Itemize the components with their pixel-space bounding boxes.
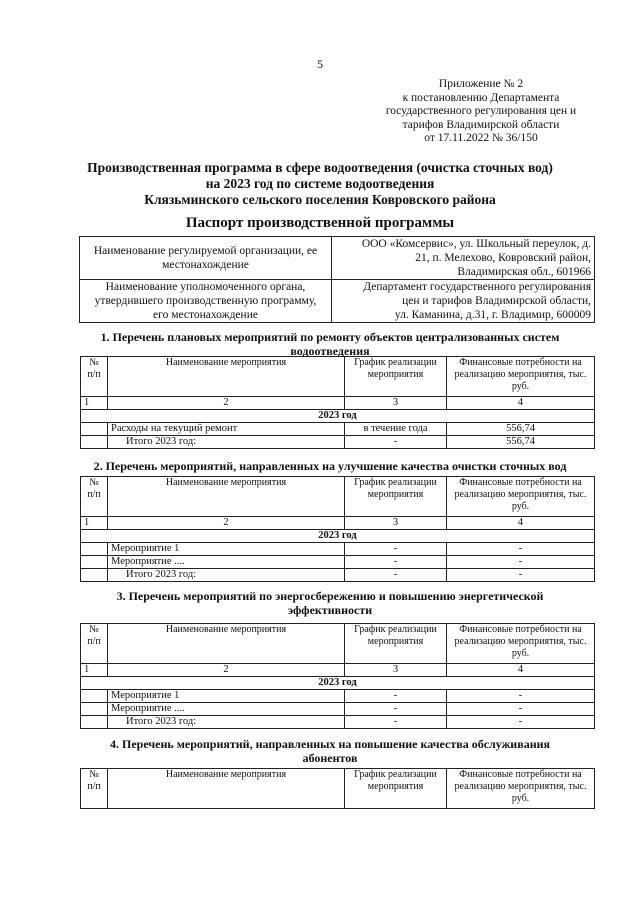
- cell: Итого 2023 год:: [108, 436, 345, 449]
- col-finance-header: Финансовые потребности на реализацию мероприятия, тыс. руб.: [447, 769, 595, 809]
- table-row: [81, 677, 595, 690]
- cell: 3: [345, 664, 447, 677]
- document-title: [70, 160, 570, 208]
- passport-label: [80, 280, 332, 323]
- title-line: Производственная программа в сфере водоотведения (очистка сточных вод): [87, 160, 553, 175]
- table-row: [81, 543, 595, 556]
- table-row: [81, 664, 595, 677]
- cell: Мероприятие 1: [108, 690, 345, 703]
- table-row: [81, 569, 595, 582]
- cell: Итого 2023 год:: [108, 569, 345, 582]
- cell: -: [447, 543, 595, 556]
- table-row: [80, 237, 595, 280]
- section-title-line: водоотведения: [290, 344, 370, 358]
- cell: [81, 543, 108, 556]
- cell: [81, 716, 108, 729]
- value-line: цен и тарифов Владимирской области,: [402, 295, 591, 307]
- cell: Мероприятие ....: [108, 556, 345, 569]
- cell: -: [345, 543, 447, 556]
- cell: 4: [447, 397, 595, 410]
- appendix-line: от 17.11.2022 № 36/150: [424, 132, 538, 144]
- section-title-line: абонентов: [302, 751, 358, 765]
- cell: 1: [81, 517, 108, 530]
- cell: Расходы на текущий ремонт: [108, 423, 345, 436]
- table-row: [81, 436, 595, 449]
- table-header-row: [81, 357, 595, 397]
- table-row: [81, 517, 595, 530]
- cell: -: [345, 556, 447, 569]
- col-schedule-header: График реализации мероприятия: [345, 624, 447, 664]
- table-header-row: [81, 769, 595, 809]
- col-finance-header: Финансовые потребности на реализацию мероприятия, тыс. руб.: [447, 357, 595, 397]
- appendix-line: тарифов Владимирской области: [402, 118, 560, 131]
- col-num-header: № п/п: [81, 477, 108, 517]
- section-4-title: [70, 737, 590, 765]
- cell: [81, 436, 108, 449]
- section-4-table: [80, 768, 595, 809]
- passport-value: [332, 237, 595, 280]
- table-row: [81, 530, 595, 543]
- cell: -: [447, 716, 595, 729]
- section-3-title: [70, 589, 590, 617]
- cell: 556,74: [447, 436, 595, 449]
- section-title-line: 2. Перечень мероприятий, направленных на улучшение качества очистки сточных вод: [93, 459, 567, 473]
- passport-value: [332, 280, 595, 323]
- appendix-line: Приложение № 2: [438, 78, 524, 90]
- value-line: Департамент государственного регулирования: [363, 281, 591, 293]
- col-num-header: № п/п: [81, 624, 108, 664]
- col-name-header: Наименование мероприятия: [108, 477, 345, 517]
- cell: 4: [447, 517, 595, 530]
- cell: 2: [108, 517, 345, 530]
- cell: 4: [447, 664, 595, 677]
- value-line: ООО «Комсервис», ул. Школьный переулок, д.: [361, 238, 591, 250]
- cell: -: [345, 436, 447, 449]
- col-num-header: № п/п: [81, 357, 108, 397]
- table-row: [81, 410, 595, 423]
- cell: -: [345, 703, 447, 716]
- table-row: [81, 397, 595, 410]
- table-header-row: [81, 477, 595, 517]
- year-row: 2023 год: [81, 677, 595, 690]
- section-2-title: [70, 459, 590, 473]
- passport-table: [79, 236, 595, 323]
- section-1-table: [80, 356, 595, 449]
- section-1-title: [70, 330, 590, 358]
- col-num-header: № п/п: [81, 769, 108, 809]
- cell: -: [447, 569, 595, 582]
- section-title-line: 3. Перечень мероприятий по энергосбережению и повышению энергетической: [116, 589, 544, 603]
- appendix-line: к постановлению Департамента: [402, 91, 560, 104]
- cell: в течение года: [345, 423, 447, 436]
- value-line: 21, п. Мелехово, Ковровский район,: [415, 252, 591, 264]
- cell: [81, 703, 108, 716]
- col-schedule-header: График реализации мероприятия: [345, 769, 447, 809]
- section-title-line: 4. Перечень мероприятий, направленных на повышение качества обслуживания: [109, 737, 551, 751]
- section-title-line: 1. Перечень плановых мероприятий по ремонту объектов централизованных систем: [100, 330, 560, 344]
- appendix-line: государственного регулирования цен и: [385, 105, 577, 117]
- col-finance-header: Финансовые потребности на реализацию мероприятия, тыс. руб.: [447, 477, 595, 517]
- label-line: утвердившего производственную программу,: [94, 295, 317, 307]
- cell: Мероприятие 1: [108, 543, 345, 556]
- title-line: Клязьминского сельского поселения Ковровского района: [144, 192, 496, 207]
- cell: Итого 2023 год:: [108, 716, 345, 729]
- cell: -: [345, 569, 447, 582]
- col-name-header: Наименование мероприятия: [108, 357, 345, 397]
- cell: 1: [81, 397, 108, 410]
- cell: [81, 690, 108, 703]
- section-2-table: [80, 476, 595, 582]
- col-name-header: Наименование мероприятия: [108, 624, 345, 664]
- table-header-row: [81, 624, 595, 664]
- table-row: [80, 280, 595, 323]
- table-row: [81, 716, 595, 729]
- table-row: [81, 423, 595, 436]
- cell: 2: [108, 664, 345, 677]
- col-schedule-header: График реализации мероприятия: [345, 357, 447, 397]
- title-line: на 2023 год по системе водоотведения: [205, 176, 435, 191]
- cell: -: [447, 556, 595, 569]
- appendix-block: [372, 78, 590, 146]
- cell: 2: [108, 397, 345, 410]
- cell: -: [447, 690, 595, 703]
- cell: -: [345, 690, 447, 703]
- cell: [81, 569, 108, 582]
- label-line: Наименование уполномоченного органа,: [105, 281, 306, 293]
- page-number: 5: [317, 57, 323, 71]
- passport-label: Наименование регулируемой организации, ее местонахождение: [80, 237, 332, 280]
- value-line: Владимирская обл., 601966: [457, 266, 591, 278]
- cell: 3: [345, 517, 447, 530]
- value-line: ул. Каманина, д.31, г. Владимир, 600009: [394, 309, 591, 321]
- cell: [81, 423, 108, 436]
- cell: -: [345, 716, 447, 729]
- table-row: [81, 703, 595, 716]
- cell: 1: [81, 664, 108, 677]
- col-schedule-header: График реализации мероприятия: [345, 477, 447, 517]
- passport-heading: Паспорт производственной программы: [185, 215, 455, 231]
- table-row: [81, 556, 595, 569]
- cell: 3: [345, 397, 447, 410]
- year-row: 2023 год: [81, 530, 595, 543]
- cell: [81, 556, 108, 569]
- table-row: [81, 690, 595, 703]
- cell: -: [447, 703, 595, 716]
- cell: Мероприятие ....: [108, 703, 345, 716]
- year-row: 2023 год: [81, 410, 595, 423]
- section-3-table: [80, 623, 595, 729]
- section-title-line: эффективности: [287, 603, 373, 617]
- label-line: его местонахождение: [153, 309, 258, 321]
- col-finance-header: Финансовые потребности на реализацию мероприятия, тыс. руб.: [447, 624, 595, 664]
- col-name-header: Наименование мероприятия: [108, 769, 345, 809]
- cell: 556,74: [447, 423, 595, 436]
